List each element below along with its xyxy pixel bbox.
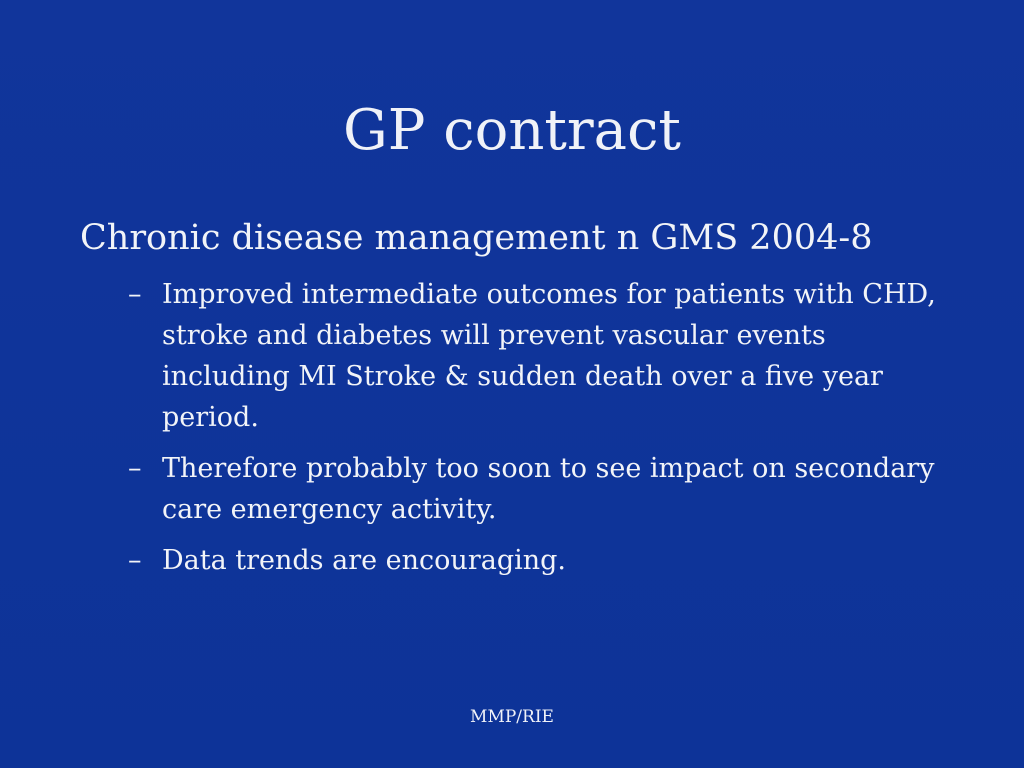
dash-marker: – [128,279,142,310]
main-heading: Chronic disease management n GMS 2004-8 [80,218,873,258]
bullet-text: Data trends are encouraging. [162,545,566,576]
bullet-text: Therefore probably too soon to see impact on secondary care emergency activity. [162,453,935,525]
dash-marker: – [128,453,142,484]
slide-title: GP contract [343,98,681,163]
dash-marker: – [128,545,142,576]
footer-text: MMP/RIE [470,707,554,727]
bullet-text: Improved intermediate outcomes for patients with CHD, stroke and diabetes will prevent vascular events including MI Stroke & sudden death over a five year period. [162,279,936,433]
list-item [128,274,938,438]
bullet-list [128,274,938,591]
list-item [128,540,938,581]
list-item [128,448,938,530]
